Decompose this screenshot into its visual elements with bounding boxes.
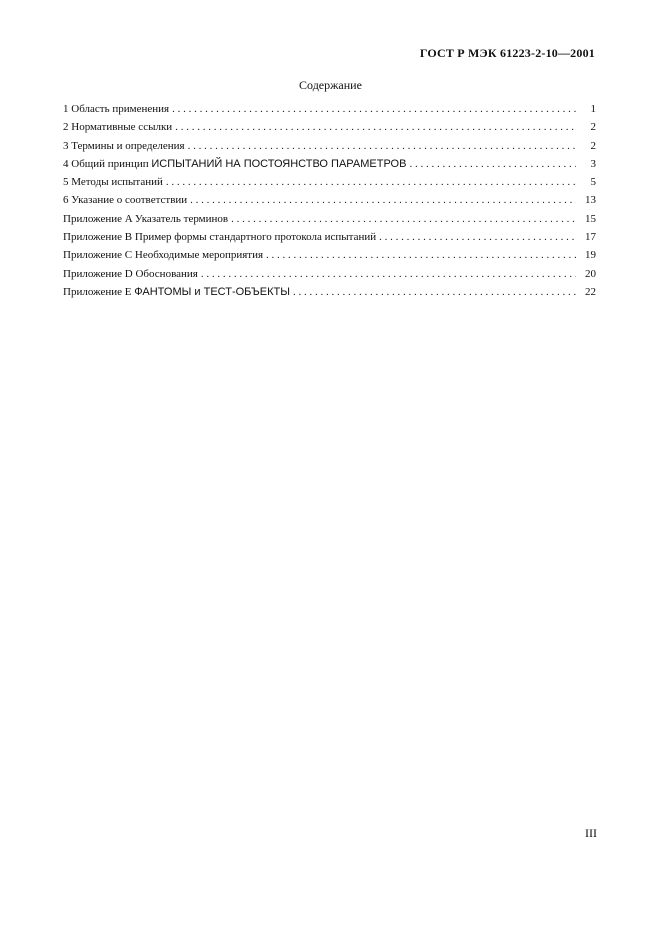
toc-dot-leader [231, 210, 576, 228]
toc-entry[interactable] [63, 191, 596, 209]
toc-entry[interactable] [63, 210, 596, 228]
toc-entry[interactable] [63, 173, 596, 191]
toc-entry-page: 2 [590, 121, 596, 134]
page-number: III [585, 826, 597, 840]
toc-entry-text: Приложение C Необходимые мероприятия [63, 249, 264, 262]
table-of-contents [63, 100, 596, 301]
toc-entry-page: 1 [590, 103, 596, 115]
toc-title: Содержание [299, 78, 362, 92]
toc-entry-page: 13 [585, 194, 596, 207]
toc-entry-text: 4 Общий принцип [63, 157, 152, 170]
toc-entry-page: 15 [585, 212, 596, 225]
toc-entry[interactable] [63, 283, 596, 301]
toc-entry[interactable] [63, 100, 596, 118]
toc-dot-leader [293, 283, 576, 301]
toc-dot-leader [175, 118, 576, 136]
toc-entry-caps: ФАНТОМЫ и ТЕСТ-ОБЪЕКТЫ [134, 285, 290, 298]
toc-entry-page: 22 [585, 285, 596, 298]
toc-entry-text: 3 Термины и определения [63, 139, 185, 152]
toc-entry-page: 2 [590, 139, 596, 152]
toc-dot-leader [409, 155, 576, 173]
toc-dot-leader [190, 191, 576, 209]
toc-entry-page: 5 [590, 176, 596, 189]
toc-entry[interactable] [63, 228, 596, 246]
toc-entry-page: 20 [585, 267, 596, 280]
toc-entry-page: 19 [585, 249, 596, 262]
toc-entry[interactable] [63, 137, 596, 155]
toc-entry-text: 6 Указание о соответствии [63, 194, 188, 207]
toc-entry-caps: ИСПЫТАНИЙ НА ПОСТОЯНСТВО ПАРАМЕТРОВ [151, 157, 407, 170]
toc-dot-leader [172, 100, 576, 118]
toc-entry-text: Приложение E [63, 285, 135, 298]
toc-entry-page: 3 [590, 157, 596, 170]
toc-entry[interactable] [63, 246, 596, 264]
toc-entry[interactable] [63, 265, 596, 283]
toc-entry-text: Приложение D Обоснования [63, 267, 198, 280]
toc-entry-text: Приложение A Указатель терминов [63, 212, 229, 225]
document-code: ГОСТ Р МЭК 61223-2-10—2001 [419, 46, 595, 60]
toc-dot-leader [166, 173, 576, 191]
toc-entry-text: 2 Нормативные ссылки [63, 121, 173, 134]
toc-entry-text: Приложение B Пример формы стандартного протокола испытаний [63, 231, 377, 244]
toc-entry[interactable] [63, 155, 596, 173]
toc-entry[interactable] [63, 118, 596, 136]
toc-entry-text: 1 Область применения [63, 103, 170, 115]
toc-entry-text: 5 Методы испытаний [63, 176, 163, 189]
toc-dot-leader [379, 228, 576, 246]
toc-dot-leader [266, 246, 576, 264]
toc-dot-leader [188, 137, 576, 155]
toc-dot-leader [201, 265, 576, 283]
toc-entry-page: 17 [585, 231, 596, 244]
